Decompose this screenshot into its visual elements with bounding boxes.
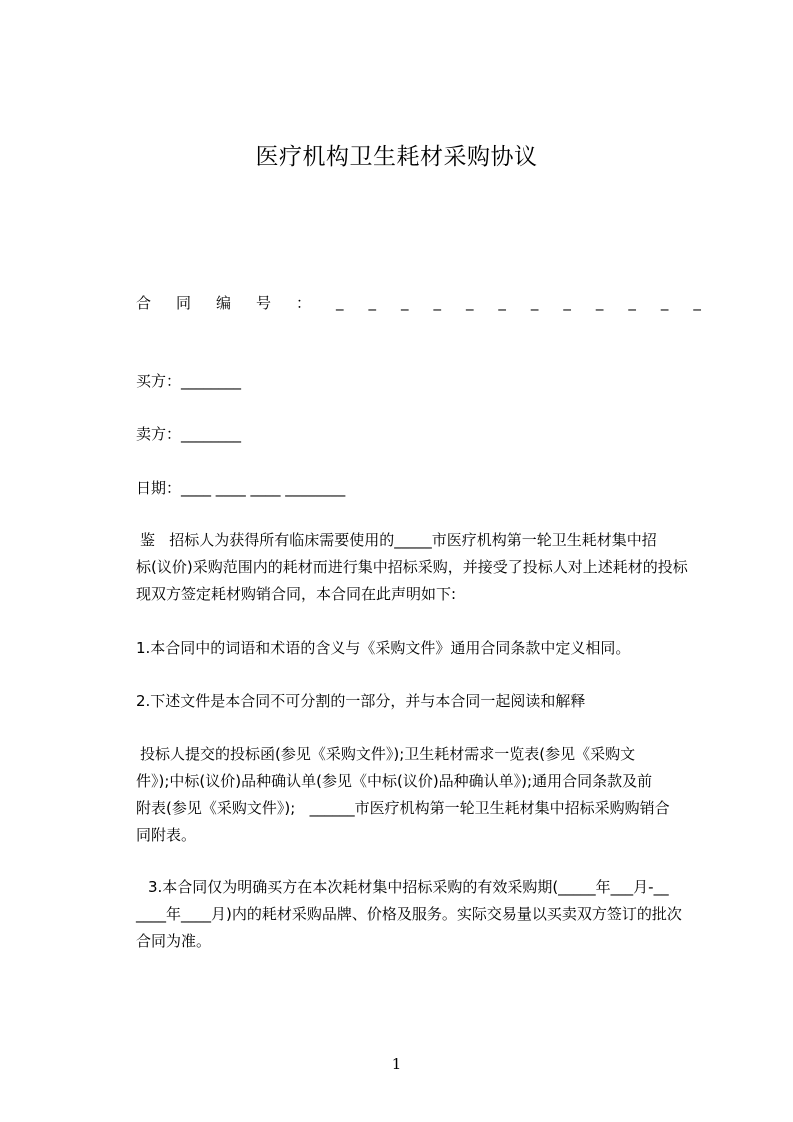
contract-number-blank: _: [628, 293, 636, 311]
clause-3-line: ____年____月)内的耗材采购品牌、价格及服务。实际交易量以买卖双方签订的批次: [136, 905, 682, 923]
clause-2-doc-line: 同附表。: [136, 826, 197, 844]
clause-2-documents: [136, 741, 702, 849]
contract-number-blank: _: [465, 293, 474, 311]
clause-2-doc-line: 投标人提交的投标函(参见《采购文件》);卫生耗材需求一览表(参见《采购文: [140, 745, 636, 763]
contract-number-blank: _: [563, 293, 571, 311]
clause-2: [136, 688, 702, 715]
contract-number-char: 合: [136, 293, 152, 312]
preamble-line: 现双方签定耗材购销合同，本合同在此声明如下:: [136, 585, 457, 603]
contract-number-blank: _: [368, 293, 376, 311]
clause-3-line: 合同为准。: [136, 932, 212, 950]
preamble-paragraph: [136, 527, 702, 608]
contract-number-blank: _: [693, 293, 701, 311]
contract-number-blank: _: [595, 293, 604, 311]
clause-2-doc-line: 附表(参见《采购文件》); ______市医疗机构第一轮卫生耗材集中招标采购购销合: [136, 799, 670, 817]
seller-line: 卖方：________: [136, 425, 242, 443]
contract-number-blank: _: [660, 293, 669, 311]
contract-number-blank: _: [530, 293, 539, 311]
preamble-line: 鉴 招标人为获得所有临床需要使用的_____市医疗机构第一轮卫生耗材集中招: [140, 531, 657, 549]
contract-number-blank: _: [433, 293, 441, 311]
contract-number-blank: _: [498, 293, 506, 311]
contract-number-line: [136, 292, 701, 312]
contract-number-char: 同: [176, 293, 192, 312]
document-title: 医疗机构卫生耗材采购协议: [255, 144, 538, 170]
buyer-line: 买方：________: [136, 372, 242, 390]
clause-3-line: 3.本合同仅为明确买方在本次耗材集中招标采购的有效采购期(_____年___月-__: [148, 878, 669, 896]
clause-1-text: 1.本合同中的词语和术语的含义与《采购文件》通用合同条款中定义相同。: [136, 639, 631, 657]
clause-3: [136, 874, 702, 955]
contract-number-char: 号: [256, 293, 272, 312]
contract-number-blank: _: [400, 293, 409, 311]
clause-2-text: 2.下述文件是本合同不可分割的一部分，并与本合同一起阅读和解释: [136, 692, 586, 710]
date-line: 日期：____ ____ ____ ________: [136, 479, 346, 497]
page-number: 1: [391, 1055, 402, 1073]
contract-number-char: 编: [216, 293, 232, 312]
clause-2-doc-line: 件》);中标(议价)品种确认单(参见《中标(议价)品种确认单》);通用合同条款及前: [136, 772, 653, 790]
clause-1: [136, 635, 702, 662]
contract-number-char: ：: [296, 293, 312, 312]
contract-number-blank: _: [336, 293, 344, 311]
preamble-line: 标(议价)采购范围内的耗材而进行集中招标采购，并接受了投标人对上述耗材的投标: [136, 558, 688, 576]
